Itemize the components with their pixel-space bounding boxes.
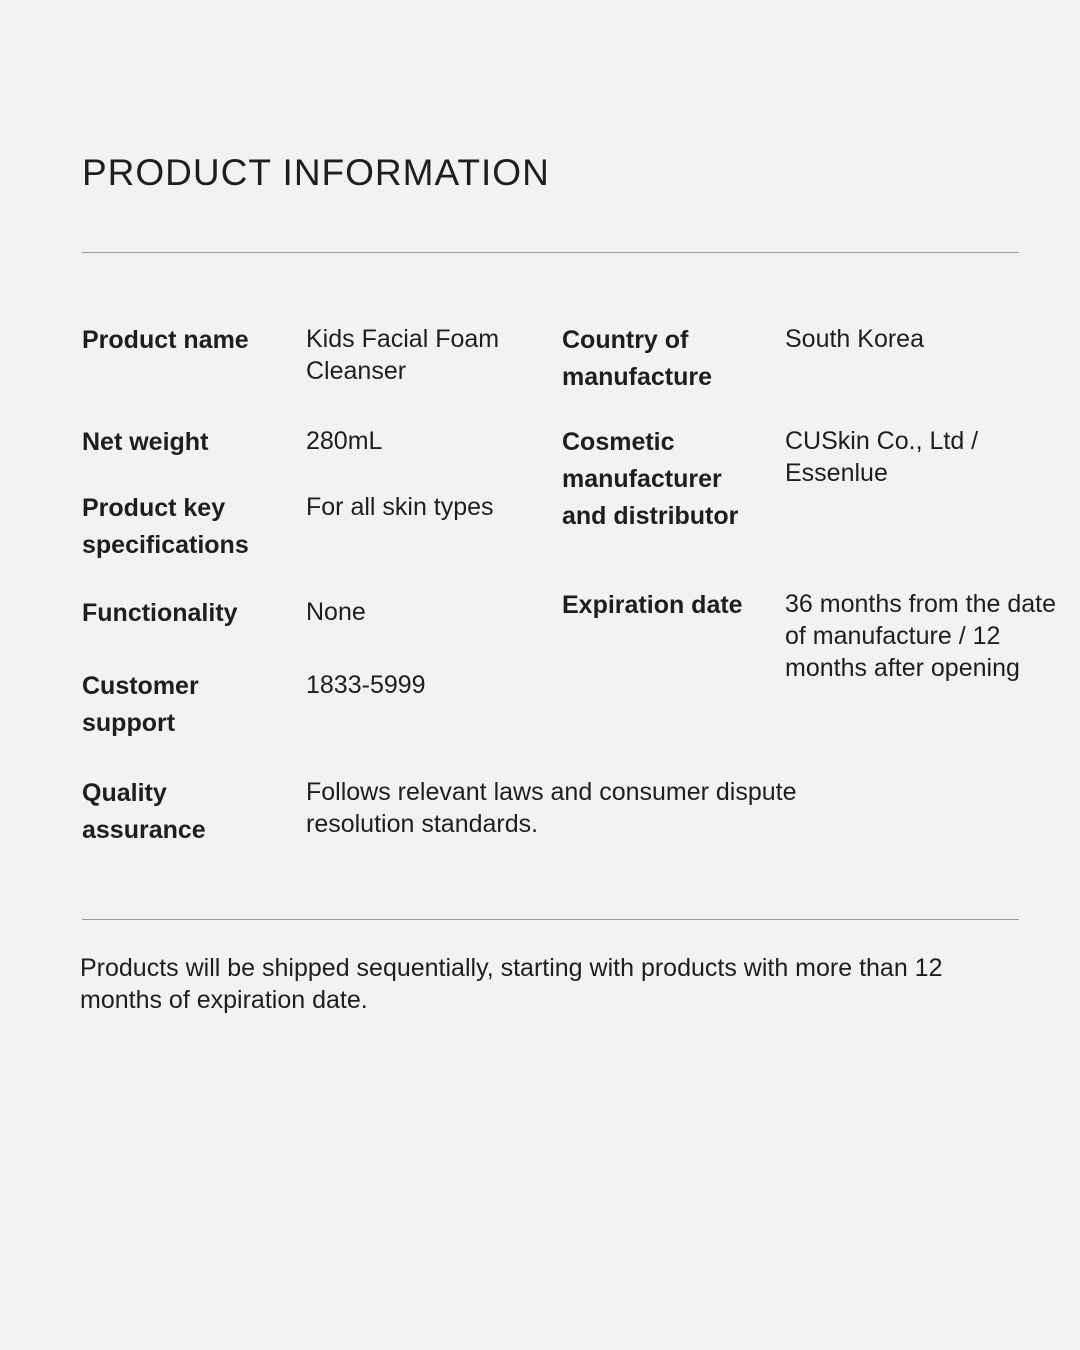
value-customer-support: 1833-5999 [306,671,426,699]
label-functionality: Functionality [82,599,238,627]
value-manufacturer: CUSkin Co., Ltd / Essenlue [785,427,979,487]
label-net-weight: Net weight [82,428,209,456]
value-key-specs: For all skin types [306,493,494,521]
value-expiration: 36 months from the date of manufacture / 12 months after opening [785,590,1056,682]
top-divider [82,252,1019,253]
bottom-divider [82,919,1019,920]
value-net-weight: 280mL [306,427,383,455]
label-expiration: Expiration date [562,591,743,619]
label-manufacturer: Cosmetic manufacturer and distributor [562,428,739,530]
value-quality-assurance: Follows relevant laws and consumer dispute resolution standards. [306,778,797,838]
page-title: PRODUCT INFORMATION [82,152,550,193]
shipping-notice: Products will be shipped sequentially, starting with products with more than 12 months of expiration date. [80,954,943,1014]
value-functionality: None [306,598,366,626]
label-country: Country of manufacture [562,326,713,391]
label-customer-support: Customer support [82,672,199,737]
label-key-specs: Product key specifications [82,494,249,559]
label-quality-assurance: Quality assurance [82,779,206,844]
value-country: South Korea [785,325,924,353]
value-product-name: Kids Facial Foam Cleanser [306,325,500,385]
label-product-name: Product name [82,326,249,354]
